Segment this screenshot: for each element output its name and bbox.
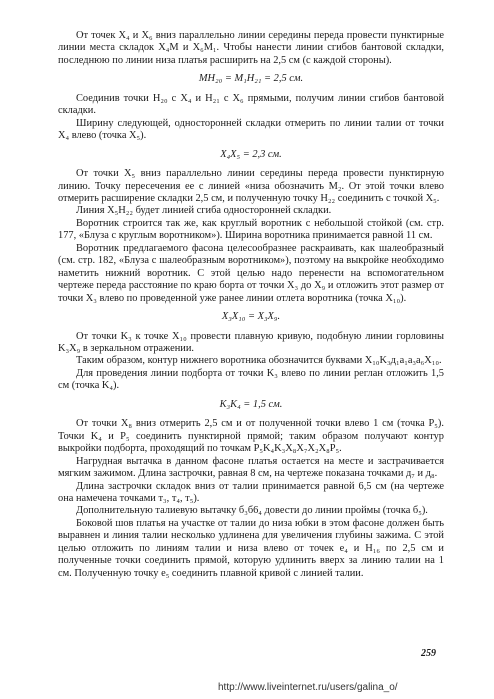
paragraph: От точки K₃ к точке X₁₀ провести плавную кривую, подобную линии горловины K₃X₉ в зеркальном отражении. (58, 330, 444, 354)
paragraph: Боковой шов платья на участке от талии до низа юбки в этом фасоне должен быть выравнен и линия талии несколько удлинена для увеличения глубины зажима. С этой целью отложить по линиям талии и низа влево от точек e₄ и H₁₆ по 2,5 см и полученные точки соединить прямой, которую удлинить вверх за линию талии на 1 см. Полученную точку e₅ соединить плавной кривой с линией талии. (58, 517, 444, 579)
paragraph: Для проведения линии подборта от точки K₃ влево по линии реглан отложить 1,5 см (точка K₄). (58, 367, 444, 392)
paragraph: Ширину следующей, односторонней складки отмерить по линии талии от точки X₄ влево (точка X₅). (58, 117, 444, 142)
paragraph: Воротник предлагаемого фасона целесообразнее раскраивать, как шалеобразный (см. стр. 182, «Блуза с шалеобразным воротником»), поэтому на выкройке необходимо наметить нижний воротник. С этой целью надо перенести на вспомогательном чертеже переда расстояние по краю борта от точки X₃ до X₉ и отложить этот размер от точки X₃ влево по проведенной уже ранее линии отлета воротника (точка X₁₀). (58, 242, 444, 304)
paragraph: Дополнительную талиевую вытачку б₃б6₄ довести до линии проймы (точка б₅). (76, 505, 428, 517)
paragraph: От точек X₄ и X₆ вниз параллельно линии середины переда провести пунктирные линии места складок X₄M и X₆M₁. Чтобы нанести линии сгибов бантовой складки, последнюю по линии низа платья расширить на 2,5 см (с каждой стороны). (58, 30, 444, 66)
paragraph: Нагрудная вытачка в данном фасоне платья остается на месте и застрачивается мягким зажимом. Длина застрочки, равная 8 см, на чертеже показана точками д₇ и д₈. (58, 455, 444, 480)
paragraph: От точки X₈ вниз отмерить 2,5 см и от полученной точки влево 1 см (точка P₅). Точки K₄ и P₅ соединить пунктирной прямой; таким образом получают контур выкройки подборта, проходящий по точкам P₅K₄K₃X₈X₇X₂X₈P₅. (58, 418, 444, 455)
formula: MH₂₀ = M₁H₂₁ = 2,5 см. (198, 73, 304, 85)
page-number: 259 (421, 648, 436, 659)
paragraph: Таким образом, контур нижнего воротника обозначится буквами X₁₀K₃д₁a₁a₃a₆X₁₀. (76, 355, 442, 367)
paragraph: Линия X₅H₂₂ будет линией сгиба односторонней складки. (76, 205, 332, 217)
watermark-url: http://www.liveinternet.ru/users/galina_o/ (218, 682, 398, 693)
paragraph: Воротник строится так же, как круглый воротник с небольшой стойкой (см. стр. 177, «Блуза с круглым воротником»). Ширина воротника принимается равной 11 см. (58, 217, 444, 242)
text-column (58, 30, 444, 580)
formula: K₃K₄ = 1,5 см. (219, 398, 283, 410)
paragraph: Соединив точки H₂₀ с X₄ и H₂₁ с X₆ прямыми, получим линии сгибов бантовой складки. (58, 92, 444, 117)
formula: X₄X₅ = 2,3 см. (220, 148, 282, 160)
paragraph: Длина застрочки складок вниз от талии принимается равной 6,5 см (на чертеже она намечена точками т₃, т₄, т₅). (58, 480, 444, 504)
formula: X₃X₁₀ = X₃X₉. (221, 311, 281, 323)
paragraph: От точки X₅ вниз параллельно линии середины переда провести пунктирную линию. Точку пересечения ее с линией «низа обозначить M₂. От этой точки влево отмерить расширение складки 2,5 см, и полученную точку H₂₂ соединить с точкой X₅. (58, 168, 444, 204)
